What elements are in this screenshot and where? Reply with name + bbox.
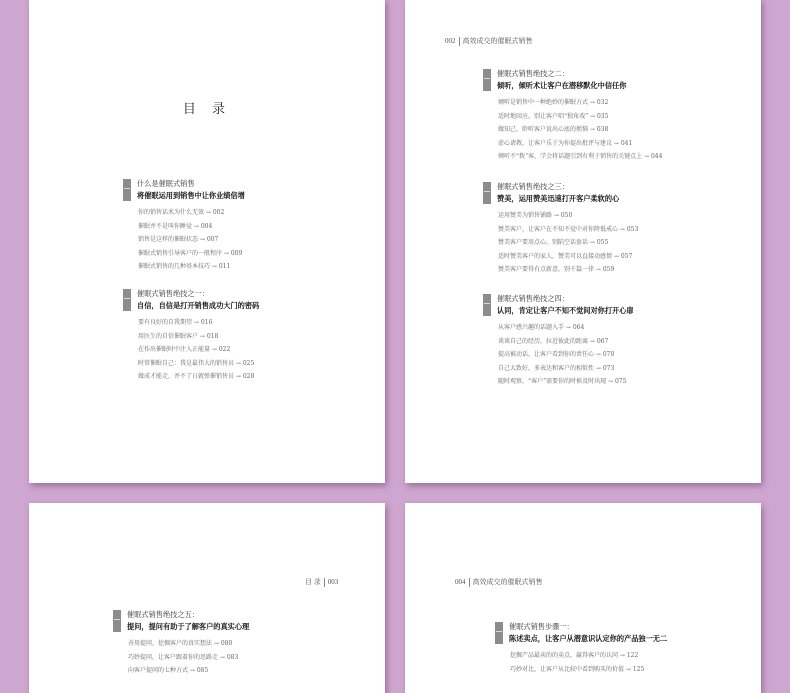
toc-entry[interactable]: 销售是这样的催眠状态 → 007 <box>138 236 219 244</box>
running-header <box>445 36 533 46</box>
toc-entry[interactable]: 催眠并不是叫你睡觉 → 004 <box>138 222 213 230</box>
toc-page-3 <box>29 503 385 693</box>
toc-section <box>483 68 662 164</box>
toc-entry[interactable]: 谈谈自己的经历，拉近彼此的距离 → 067 <box>498 337 609 345</box>
section-title: 催眠式销售绝技之三： <box>497 182 569 191</box>
section-tab-marker <box>113 610 121 632</box>
toc-section <box>495 621 667 676</box>
section-subtitle: 倾听，倾听术让客户在潜移默化中信任你 <box>497 81 627 90</box>
toc-section <box>123 178 245 274</box>
section-tab-marker <box>123 289 131 311</box>
toc-entry[interactable]: 自己大致好，多表达和客户的相似性 → 073 <box>498 364 615 372</box>
section-title: 催眠式销售绝技之五： <box>127 610 199 619</box>
book-title: 高效成交的催眠式销售 <box>462 37 533 45</box>
header-divider <box>324 578 325 587</box>
toc-section <box>113 609 249 678</box>
toc-entry[interactable]: 挖掘产品最卖的的卖点，赢得客户的认同 → 122 <box>510 652 639 659</box>
section-title: 催眠式销售绝技之一： <box>137 289 209 298</box>
toc-entry[interactable]: 向客户提问的七种方式 → 085 <box>128 667 209 675</box>
toc-entry[interactable]: 赞美客户要得有点新意，别千篇一律 → 059 <box>498 266 615 274</box>
section-title: 催眠式销售绝技之二： <box>497 69 569 78</box>
running-header <box>455 577 543 587</box>
toc-entry[interactable]: 你的销售话术为什么无效 → 002 <box>138 209 225 216</box>
toc-entry[interactable]: 赞美客户，让客户在不知不觉中对你降低戒心 → 053 <box>498 225 639 233</box>
header-divider <box>459 37 460 46</box>
toc-entry[interactable]: 催眠式销售引导客户的一般程序 → 009 <box>138 249 243 257</box>
header-divider <box>469 578 470 587</box>
toc-entry[interactable]: 倾听是销售中一种绝妙的催眠方式 → 032 <box>498 99 609 106</box>
section-subtitle: 赞美，运用赞美迅速打开客户柔软的心 <box>497 194 620 203</box>
toc-title: 目 录 <box>182 102 232 117</box>
book-title: 高效成交的催眠式销售 <box>472 578 543 586</box>
section-subtitle: 提问，提问有助于了解客户的真实心理 <box>127 622 250 631</box>
section-tab-marker <box>483 294 491 316</box>
toc-section <box>483 293 634 389</box>
page-label: 目 录 <box>305 578 321 586</box>
section-tab-marker <box>483 69 491 91</box>
running-header <box>305 577 338 587</box>
section-subtitle: 将催眠运用到销售中让你业绩倍增 <box>137 191 245 200</box>
toc-section <box>123 288 259 384</box>
toc-entry[interactable]: 用医生的自信催眠客户 → 018 <box>138 332 219 340</box>
toc-entry[interactable]: 适时赞美客户的家人，赞美可以直接动感情 → 057 <box>498 252 633 260</box>
toc-entry[interactable]: 从客户感兴趣的话题入手 → 064 <box>498 324 585 331</box>
page-number: 002 <box>445 37 456 45</box>
toc-entry[interactable]: 做成才能走，并不了日就弹催销售员 → 028 <box>138 373 255 381</box>
toc-entry[interactable]: 巧妙提问，让客户跟着你的思路走 → 083 <box>128 653 239 661</box>
toc-entry[interactable]: 善用提问，挖掘客户的真实想法 → 080 <box>128 640 233 647</box>
toc-entry[interactable]: 要有良好的自我期望 → 016 <box>138 319 213 326</box>
page-number: 004 <box>455 578 466 586</box>
section-title: 催眠式销售绝技之四： <box>497 294 569 303</box>
toc-entry[interactable]: 做知己，聆听客户说出心底的烦恼 → 038 <box>498 126 609 134</box>
toc-entry[interactable]: 催眠式销售的几种基本技巧 → 011 <box>138 263 231 271</box>
section-title: 催眠式销售步骤一： <box>509 622 574 631</box>
section-subtitle: 陈述卖点，让客户从潜意识认定你的产品独一无二 <box>509 634 668 643</box>
section-title: 什么是催眠式销售 <box>137 179 195 188</box>
toc-entry[interactable]: 适时地回应，别让客户唱“独角戏” → 035 <box>498 112 609 120</box>
section-tab-marker <box>483 182 491 204</box>
toc-entry[interactable]: 虚心请教，让客户乐于为你提出批评与建议 → 041 <box>498 139 633 147</box>
toc-page-4 <box>405 503 761 693</box>
toc-page-2 <box>405 0 761 483</box>
toc-entry[interactable]: 倾听不“拨”客，学会将话题引到有利于销售的关键点上 → 044 <box>498 153 663 161</box>
toc-entry[interactable]: 时常催眠自己：我是最伟大的销售员 → 025 <box>138 359 255 367</box>
section-subtitle: 自信，自信是打开销售成功大门的密码 <box>137 301 260 310</box>
page-number: 003 <box>327 578 339 586</box>
section-subtitle: 认同，肯定让客户不知不觉间对你打开心扉 <box>497 306 634 315</box>
section-tab-marker <box>495 622 503 644</box>
toc-entry[interactable]: 运用赞美为销售铺路 → 050 <box>498 212 573 219</box>
toc-page-1 <box>29 0 385 483</box>
toc-entry[interactable]: 巧妙对比，让客户从比较中看到购买的价值 → 125 <box>510 665 645 673</box>
section-tab-marker <box>123 179 131 201</box>
toc-entry[interactable]: 在作出催眠时中注入正能量 → 022 <box>138 346 231 354</box>
toc-section <box>483 181 638 277</box>
toc-entry[interactable]: 随时观察，“客户”需要你的时候及时出现 → 075 <box>498 378 627 386</box>
toc-entry[interactable]: 赞美客户要用点心，别陷空话套话 → 055 <box>498 239 609 247</box>
toc-entry[interactable]: 提高被动话，让客户看到你的责任心 → 070 <box>498 351 615 359</box>
